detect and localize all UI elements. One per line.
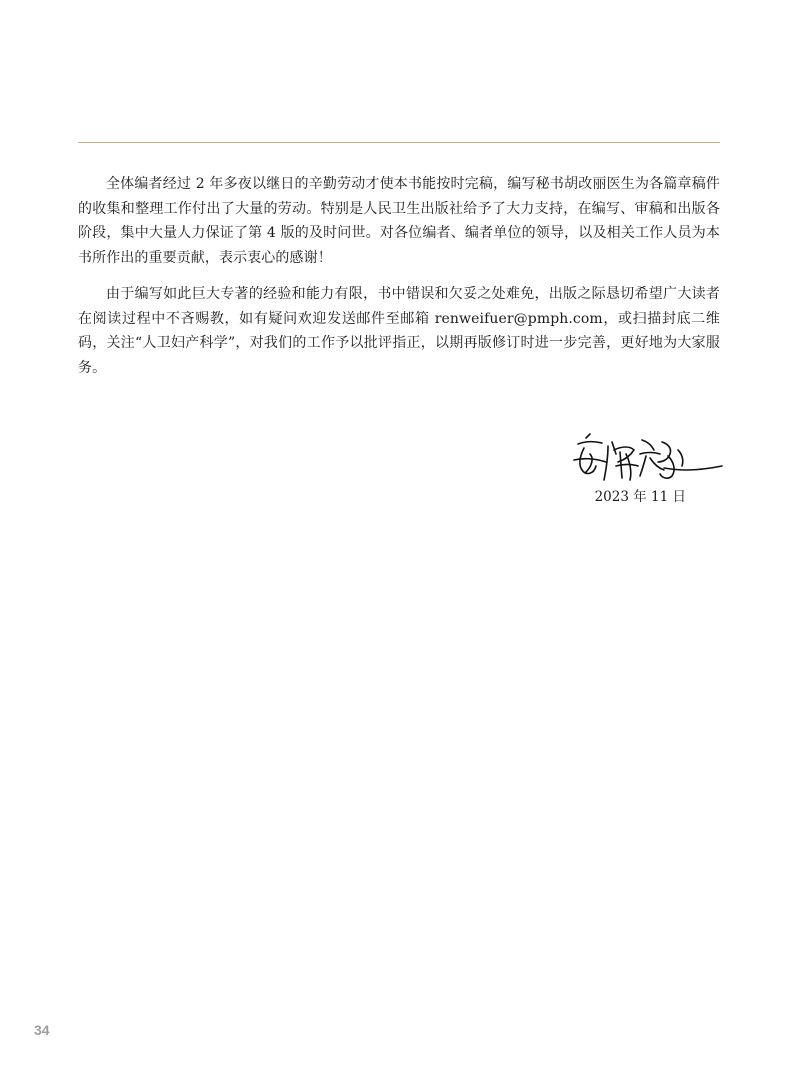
preface-body <box>78 172 720 392</box>
paragraph-feedback: 由于编写如此巨大专著的经验和能力有限，书中错误和欠妥之处难免，出版之际恳切希望广大读者在阅读过程中不吝赐教，如有疑问欢迎发送邮件至邮箱 renweifuer@pmph.com，或扫描封底二维码，关注“人卫妇产科学”，对我们的工作予以批评指正，以期再版修订时进一步完善，更好地为大家服务。 <box>78 286 720 376</box>
signature-date: 2023 年 11 日 <box>594 489 686 505</box>
handwritten-signature <box>572 432 724 484</box>
paragraph-acknowledgement: 全体编者经过 2 年多夜以继日的辛勤劳动才使本书能按时完稿，编写秘书胡改丽医生为各篇章稿件的收集和整理工作付出了大量的劳动。特别是人民卫生出版社给予了大力支持，在编写、审稿和出版各阶段，集中大量人力保证了第 4 版的及时问世。对各位编者、编者单位的领导，以及相关工作人员为本书所作出的重要贡献，表示衷心的感谢！ <box>78 176 720 266</box>
page-number: 34 <box>34 1022 50 1038</box>
header-rule <box>78 142 720 143</box>
